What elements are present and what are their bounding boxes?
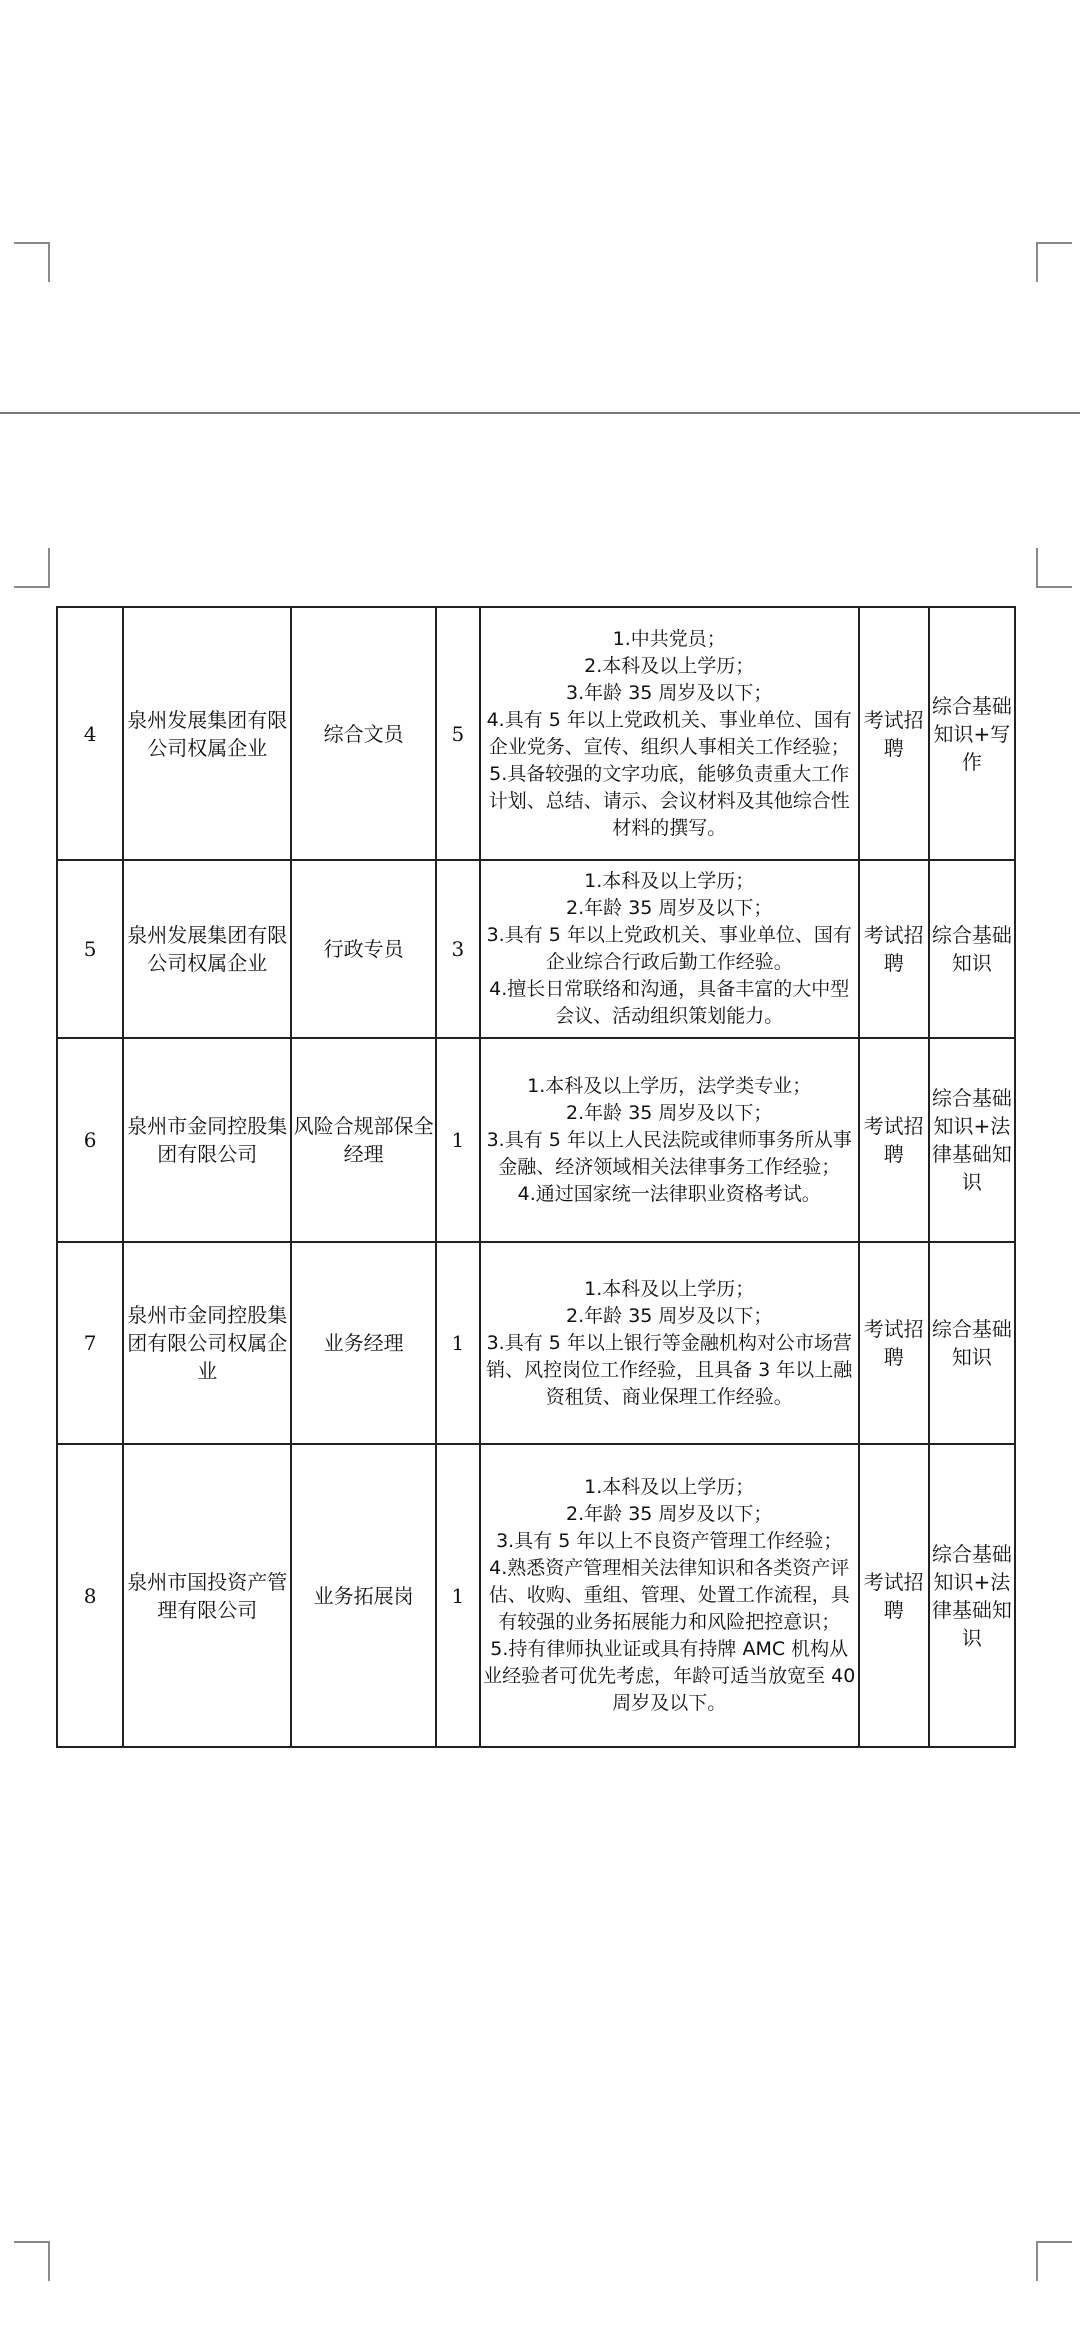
page-break-divider [0,412,1080,414]
requirement-item: 1.本科及以上学历； [584,1277,755,1300]
requirement-item: 3.年龄 35 周岁及以下； [566,681,773,704]
requirement-item: 4.熟悉资产管理相关法律知识和各类资产评估、收购、重组、管理、处置工作流程，具有较强的业务拓展能力和风险把控意识； [488,1557,850,1633]
company-cell: 泉州市金同控股集团有限公司权属企业 [123,1242,291,1444]
subject-cell: 综合基础知识 [929,1242,1015,1444]
requirements-cell [480,1242,859,1444]
requirement-item: 3.具有 5 年以上不良资产管理工作经验； [496,1530,843,1552]
requirement-item: 1.本科及以上学历，法学类专业； [527,1074,812,1097]
requirement-item: 2.年龄 35 周岁及以下； [566,897,773,919]
requirement-item: 2.本科及以上学历； [584,654,755,677]
method-cell: 考试招聘 [859,1038,929,1242]
requirement-item: 2.年龄 35 周岁及以下； [566,1503,773,1525]
requirements-cell [480,1444,859,1747]
table-row [57,1444,1015,1747]
requirement-item: 1.中共党员； [612,627,726,650]
row-number: 8 [57,1444,123,1747]
subject-cell: 综合基础知识+写作 [929,607,1015,860]
subject-cell: 综合基础知识+法律基础知识 [929,1444,1015,1747]
requirement-item: 4.具有 5 年以上党政机关、事业单位、国有企业党务、宣传、组织人事相关工作经验； [486,708,852,758]
table-row [57,1242,1015,1444]
requirement-item: 4.通过国家统一法律职业资格考试。 [517,1182,821,1205]
method-cell: 考试招聘 [859,860,929,1038]
page-corner-mark-top-left-2 [14,548,50,588]
position-cell: 综合文员 [291,607,435,860]
method-cell: 考试招聘 [859,607,929,860]
table-row [57,860,1015,1038]
requirement-item: 3.具有 5 年以上人民法院或律师事务所从事金融、经济领域相关法律事务工作经验； [486,1128,852,1178]
requirement-item: 5.持有律师执业证或具有持牌 AMC 机构从业经验者可优先考虑，年龄可适当放宽至 40 周岁及以下。 [483,1638,856,1714]
requirement-item: 1.本科及以上学历； [584,870,755,892]
table-row [57,1038,1015,1242]
headcount-cell: 1 [436,1444,480,1747]
method-cell: 考试招聘 [859,1242,929,1444]
row-number: 6 [57,1038,123,1242]
table-row [57,607,1015,860]
requirements-cell [480,860,859,1038]
subject-cell: 综合基础知识 [929,860,1015,1038]
requirement-item: 2.年龄 35 周岁及以下； [566,1304,773,1327]
headcount-cell: 1 [436,1242,480,1444]
headcount-cell: 5 [436,607,480,860]
page-corner-mark-top-right [1036,242,1072,282]
position-cell: 行政专员 [291,860,435,1038]
page-corner-mark-bottom-left [14,2241,50,2281]
requirement-item: 4.擅长日常联络和沟通，具备丰富的大中型会议、活动组织策划能力。 [489,978,850,1027]
headcount-cell: 3 [436,860,480,1038]
requirement-item: 5.具备较强的文字功底，能够负责重大工作计划、总结、请示、会议材料及其他综合性材料的撰写。 [488,762,850,839]
recruitment-table [56,606,1016,1748]
requirement-item: 3.具有 5 年以上银行等金融机构对公市场营销、风控岗位工作经验，且具备 3 年以上融资租赁、商业保理工作经验。 [486,1331,853,1408]
position-cell: 业务拓展岗 [291,1444,435,1747]
requirements-cell [480,607,859,860]
row-number: 4 [57,607,123,860]
method-cell: 考试招聘 [859,1444,929,1747]
row-number: 7 [57,1242,123,1444]
page-corner-mark-top-left [14,242,50,282]
requirement-item: 2.年龄 35 周岁及以下； [566,1101,773,1124]
position-cell: 风险合规部保全经理 [291,1038,435,1242]
company-cell: 泉州市金同控股集团有限公司 [123,1038,291,1242]
page-corner-mark-top-right-2 [1036,548,1072,588]
headcount-cell: 1 [436,1038,480,1242]
position-cell: 业务经理 [291,1242,435,1444]
page-corner-mark-bottom-right [1036,2241,1072,2281]
company-cell: 泉州市国投资产管理有限公司 [123,1444,291,1747]
row-number: 5 [57,860,123,1038]
company-cell: 泉州发展集团有限公司权属企业 [123,607,291,860]
requirement-item: 1.本科及以上学历； [584,1476,755,1498]
company-cell: 泉州发展集团有限公司权属企业 [123,860,291,1038]
requirement-item: 3.具有 5 年以上党政机关、事业单位、国有企业综合行政后勤工作经验。 [486,924,852,973]
requirements-cell [480,1038,859,1242]
subject-cell: 综合基础知识+法律基础知识 [929,1038,1015,1242]
